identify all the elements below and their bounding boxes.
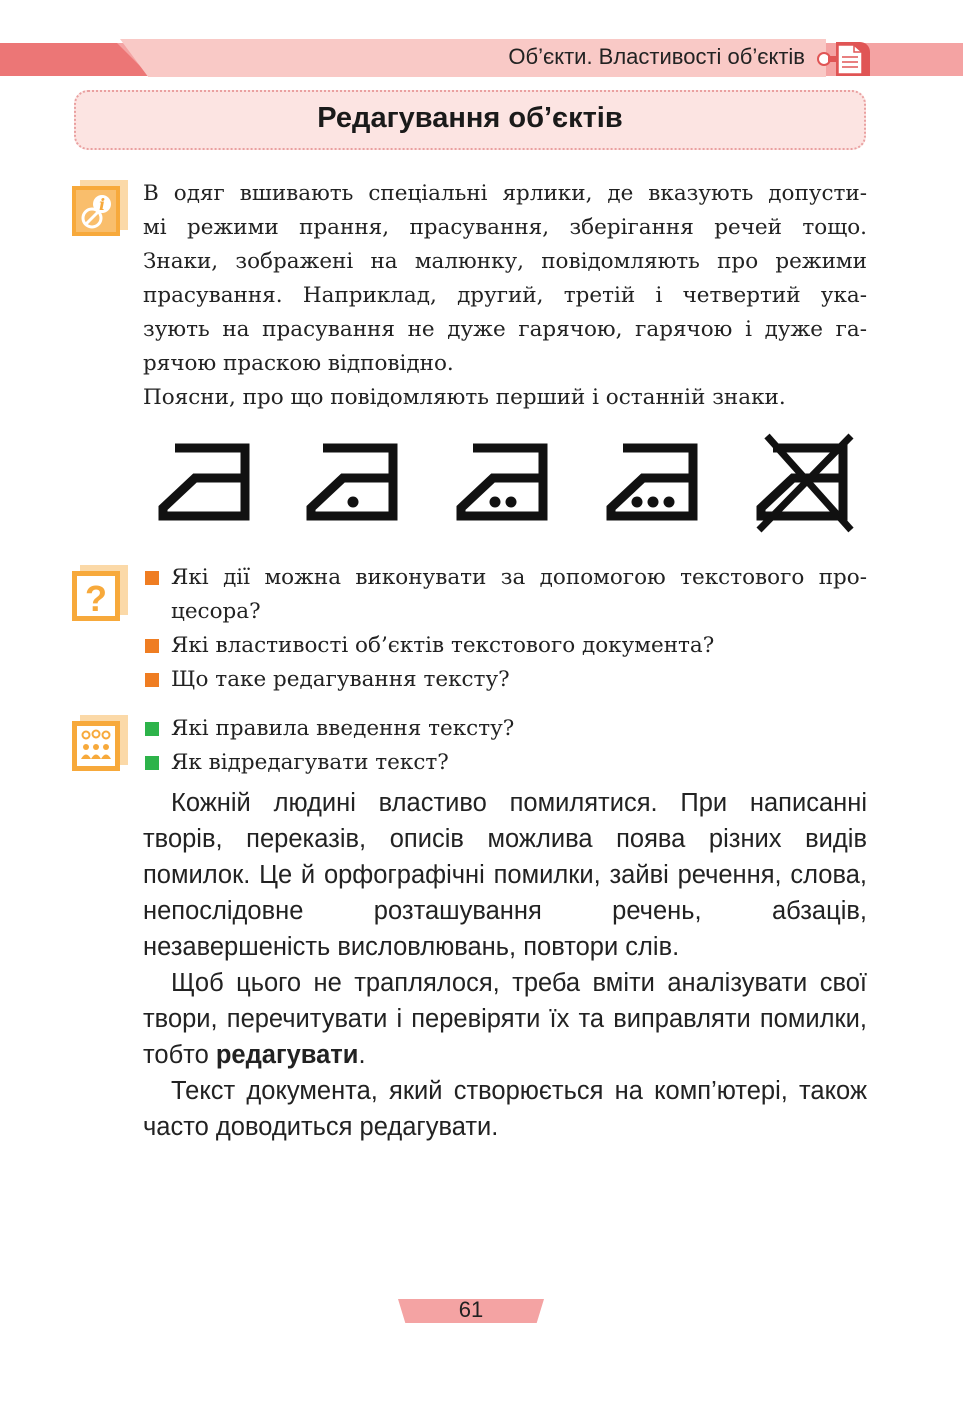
- iron-two-dots-icon: [461, 448, 543, 516]
- list-item: [143, 629, 867, 663]
- question-text: Які дії можна виконувати за допомогою текстового про-: [171, 565, 867, 590]
- info-line: В одяг вшивають спеціальні ярлики, де вказують допусти-: [143, 181, 867, 206]
- paragraph: Кожній людині властиво помилятися. При написанні творів, переказів, описів можлива поява різних видів помилок. Це й орфографічні помилки, зайві речення, слова, непослідовне розташування речень, абзаців, незавершеність висловлювань, повтори слів.: [143, 789, 867, 961]
- svg-text:i: i: [98, 195, 106, 214]
- bold-term: редагувати: [215, 1041, 359, 1069]
- info-line: зують на прасування не дуже гарячою, гарячою і дуже га-: [143, 317, 867, 342]
- info-line: прасування. Наприклад, другий, третій і четвертий ука-: [143, 283, 867, 308]
- body-text: [143, 785, 867, 1145]
- questions-list: [143, 561, 867, 697]
- info-text: [143, 177, 867, 415]
- question-icon: [72, 565, 128, 623]
- list-item: [143, 712, 867, 746]
- iron-no-dots-icon: [163, 448, 245, 516]
- info-icon: [72, 180, 128, 238]
- page-number: 61: [458, 1297, 484, 1322]
- iron-one-dot-icon: [311, 448, 393, 516]
- question-text: Що таке редагування тексту?: [171, 667, 510, 692]
- info-line: Знаки, зображені на малюнку, повідомляють про режими: [143, 249, 867, 274]
- orange-bullet: [145, 571, 159, 585]
- document-icon: [814, 40, 870, 78]
- svg-text:?: ?: [85, 578, 107, 619]
- green-bullet: [145, 756, 159, 770]
- paragraph-text: .: [358, 1041, 366, 1069]
- discussion-list: [143, 712, 867, 780]
- paragraph-text: Щоб цього не траплялося, треба вміти аналізувати свої твори, перечитувати і перевіряти їх та виправляти помилки, тобто: [143, 969, 867, 1069]
- green-bullet: [145, 722, 159, 736]
- orange-bullet: [145, 673, 159, 687]
- question-text: цесора?: [171, 599, 261, 624]
- info-line: мі режими прання, прасування, зберігання речей тощо.: [143, 215, 867, 240]
- paragraph: Текст документа, який створюється на комп’ютері, також часто доводиться редагувати.: [143, 1077, 867, 1141]
- iron-three-dots-icon: [611, 448, 693, 516]
- iron-crossed-icon: [759, 436, 851, 530]
- list-item: [143, 663, 867, 697]
- ironing-symbols: [155, 432, 865, 537]
- question-text: Які властивості об’єктів текстового документа?: [171, 633, 715, 658]
- orange-bullet: [145, 639, 159, 653]
- section-title: Об’єкти. Властивості об’єктів: [508, 44, 805, 69]
- paragraph: [143, 965, 867, 1073]
- list-item: [143, 746, 867, 780]
- info-line: рячою праскою відповідно.: [143, 351, 454, 376]
- lesson-title: Редагування об’єктів: [317, 102, 623, 134]
- discussion-text: Як відредагувати текст?: [171, 750, 449, 775]
- info-line: Поясни, про що повідомляють перший і останній знаки.: [143, 385, 786, 410]
- discussion-text: Які правила введення тексту?: [171, 716, 515, 741]
- group-discussion-icon: [72, 715, 128, 773]
- list-item: [143, 561, 867, 629]
